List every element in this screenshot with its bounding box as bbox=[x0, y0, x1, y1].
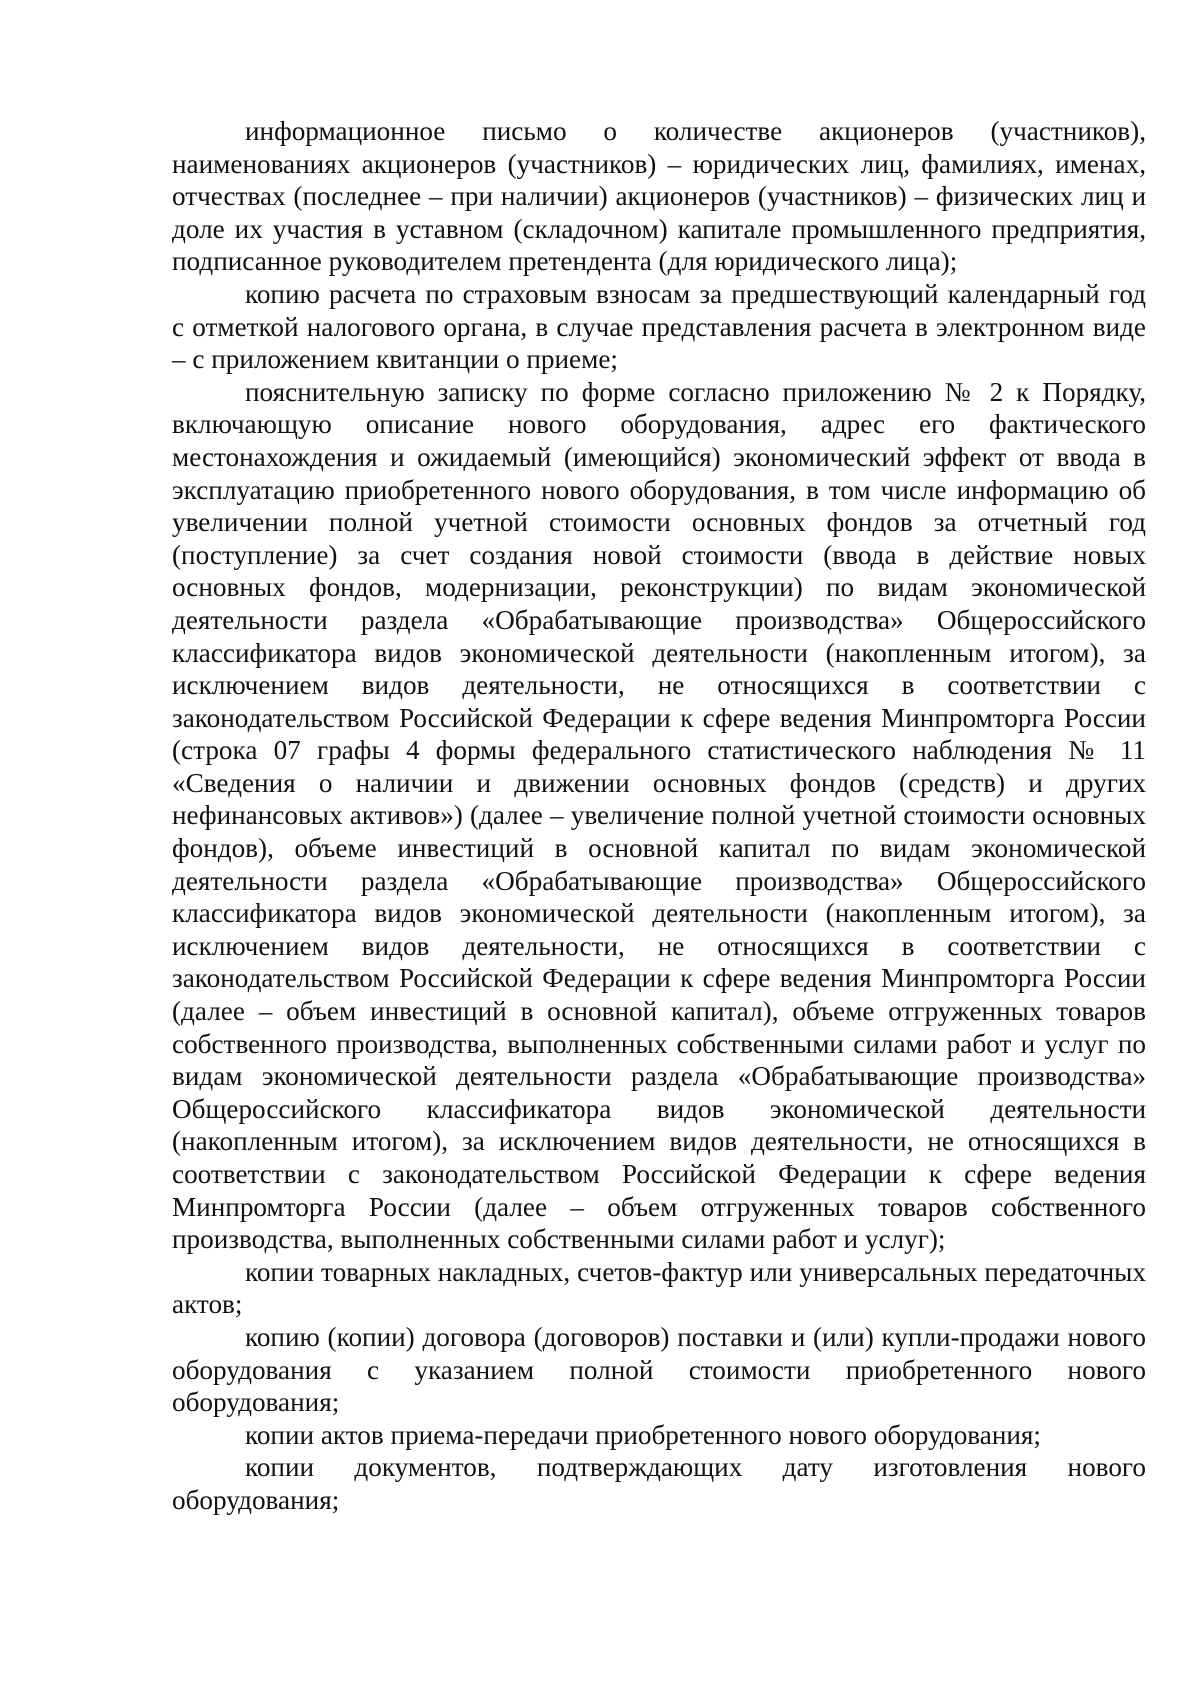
paragraph-shareholder-letter: информационное письмо о количестве акционеров (участников), наименованиях акционеров (участников) – юридических лиц, фамилиях, именах, отчествах (последнее – при наличии) акционеров (участников) – физических лиц и доле их участия в уставном (складочном) капитале промышленного предприятия, подписанное руководителем претендента (для юридического лица); bbox=[172, 116, 1146, 277]
paragraph-insurance-calculation: копию расчета по страховым взносам за предшествующий календарный год с отметкой налогового органа, в случае представления расчета в электронном виде – с приложением квитанции о приеме; bbox=[172, 278, 1146, 375]
paragraph-supply-contract: копию (копии) договора (договоров) поставки и (или) купли-продажи нового оборудования с указанием полной стоимости приобретенного нового оборудования; bbox=[172, 1321, 1146, 1418]
paragraph-explanatory-note: пояснительную записку по форме согласно приложению № 2 к Порядку, включающую описание нового оборудования, адрес его фактического местонахождения и ожидаемый (имеющийся) экономический эффект от ввода в эксплуатацию приобретенного нового оборудования, в том числе информацию об увеличении полной учетной стоимости основных фондов за отчетный год (поступление) за счет создания новой стоимости (ввода в действие новых основных фондов, модернизации, реконструкции) по видам экономической деятельности раздела «Обрабатывающие производства» Общероссийского классификатора видов экономической деятельности (накопленным итогом), за исключением видов деятельности, не относящихся в соответствии с законодательством Российской Федерации к сфере ведения Минпромторга России (строка 07 графы 4 формы федерального статистического наблюдения № 11 «Сведения о наличии и движении основных фондов (средств) и других нефинансовых активов») (далее – увеличение полной учетной стоимости основных фондов), объеме инвестиций в основной капитал по видам экономической деятельности раздела «Обрабатывающие производства» Общероссийского классификатора видов экономической деятельности (накопленным итогом), за исключением видов деятельности, не относящихся в соответствии с законодательством Российской Федерации к сфере ведения Минпромторга России (далее – объем инвестиций в основной капитал), объеме отгруженных товаров собственного производства, выполненных собственными силами работ и услуг по видам экономической деятельности раздела «Обрабатывающие производства» Общероссийского классификатора видов экономической деятельности (накопленным итогом), за исключением видов деятельности, не относящихся в соответствии с законодательством Российской Федерации к сфере ведения Минпромторга России (далее – объем отгруженных товаров собственного производства, выполненных собственными силами работ и услуг); bbox=[172, 376, 1146, 1255]
document-page bbox=[172, 115, 1146, 1517]
paragraph-invoices: копии товарных накладных, счетов-фактур или универсальных передаточных актов; bbox=[172, 1256, 1146, 1320]
paragraph-acceptance-acts: копии актов приема-передачи приобретенного нового оборудования; bbox=[245, 1419, 1041, 1450]
paragraph-manufacture-date-docs: копии документов, подтверждающих дату изготовления нового оборудования; bbox=[172, 1452, 1146, 1515]
